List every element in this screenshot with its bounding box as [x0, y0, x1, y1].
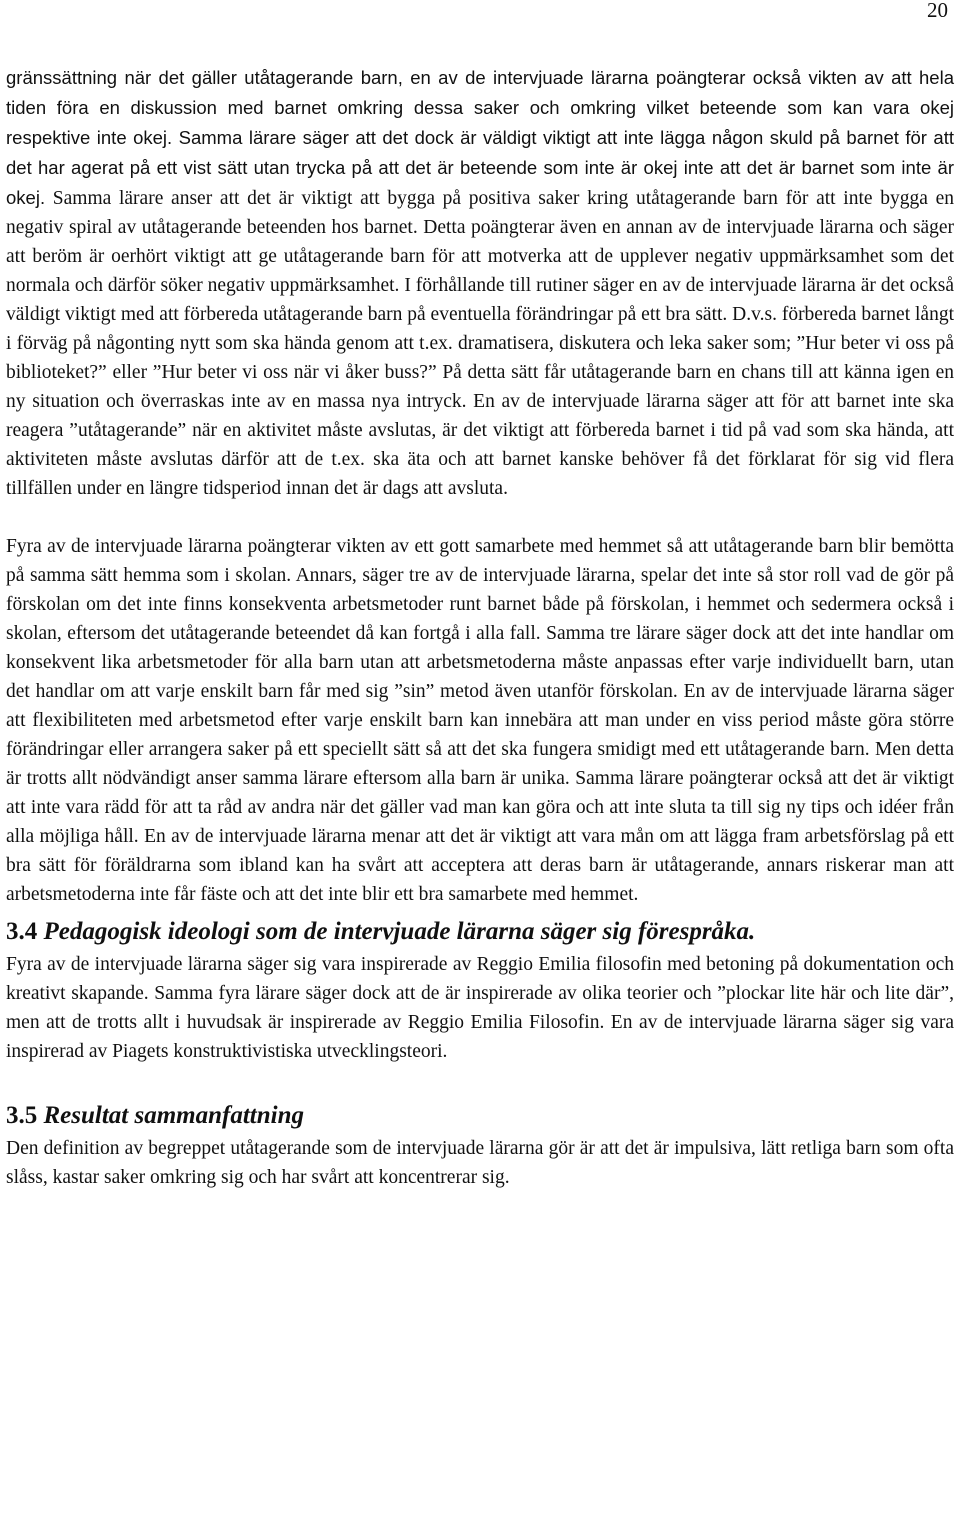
- section-title: Resultat sammanfattning: [43, 1102, 304, 1129]
- section-number: 3.5: [6, 1102, 38, 1129]
- paragraph-results-summary: Den definition av begreppet utåtagerande som de intervjuade lärarna gör är att det är impulsiva, lätt retliga barn som ofta slåss, kastar saker omkring sig och har svårt att koncentrerar sig.: [6, 1138, 954, 1188]
- section-title: Pedagogisk ideologi som de intervjuade lärarna säger sig förespråka.: [43, 918, 756, 945]
- section-number: 3.4: [6, 918, 38, 945]
- paragraph-limit-setting: [6, 63, 954, 503]
- page-number: 20: [927, 0, 948, 22]
- section-heading-3-5: [6, 1100, 954, 1132]
- paragraph-home-cooperation: Fyra av de intervjuade lärarna poängterar vikten av ett gott samarbete med hemmet så att utåtagerande barn blir bemötta på samma sätt hemma som i skolan. Annars, säger tre av de intervjuade lärarna, spelar det inte så stor roll vad de gör på förskolan om det inte finns konsekventa arbetsmetoder runt barnet både på förskolan, i hemmet och sedermera också i skolan, eftersom det utåtagerande beteendet då kan fortgå i alla fall. Samma tre lärare säger dock att det inte handlar om konsekvent lika arbetsmetoder för alla barn utan att arbetsmetoderna måste anpassas efter varje individuellt barn, utan det handlar om att varje enskilt barn får med sig ”sin” metod även utanför förskolan. En av de intervjuade lärarna säger att flexibiliteten med arbetsmetod efter varje enskilt barn kan innebära att man under en viss period måste göra större förändringar eller arrangera saker på ett speciellt sätt så att det ska fungera smidigt med ett utåtagerande barn. Men detta är trotts allt nödvändigt anser samma lärare eftersom alla barn är unika. Samma lärare poängterar också att det är viktigt att inte vara rädd för att ta råd av andra när det gäller vad man kan göra och att inte sluta ta till sig ny tips och idéer från alla möjliga håll. En av de intervjuade lärarna menar att det är viktigt att vara mån om att lägga fram arbetsförslag på ett bra sätt för föräldrarna som ibland kan ha svårt att acceptera att deras barn är utåtagerande, annars riskerar man att arbetsmetoderna inte får fäste och att det inte blir ett bra samarbete med hemmet.: [6, 536, 954, 905]
- paragraph-segment-sans: gränssättning när det gäller utåtagerande barn, en av de intervjuade lärarna poängterar också vikten av att hela tiden föra en diskussion med barnet omkring dessa saker och omkring vilket beteende som kan vara okej respektive inte okej. Samma lärare säger att det dock är väldigt viktigt att inte lägga någon skuld på barnet för att det har agerat på ett vist sätt utan trycka på att det är beteende som inte är okej inte att det är barnet som inte är okej.: [6, 67, 954, 208]
- section-heading-3-4: [6, 916, 954, 948]
- document-body: [6, 63, 954, 1192]
- paragraph-pedagogical-ideology: Fyra av de intervjuade lärarna säger sig vara inspirerade av Reggio Emilia filosofin med betoning på dokumentation och kreativt skapande. Samma fyra lärare säger dock att de är inspirerade av olika teorier och ”plockar lite här och lite där”, men att de trotts allt i huvudsak är inspirerade av Reggio Emilia Filosofin. En av de intervjuade lärarna säger sig vara inspirerad av Piagets konstruktivistiska utvecklingsteori.: [6, 954, 954, 1062]
- paragraph-segment-serif: Samma lärare anser att det är viktigt att bygga på positiva saker kring utåtagerande barn för att inte bygga en negativ spiral av utåtagerande beteenden hos barnet. Detta poängterar även en annan av de intervjuade lärarna och säger att beröm är oerhört viktigt att ge utåtagerande barn för att motverka att de upplever negativ uppmärksamhet som det normala och därför söker negativ uppmärksamhet. I förhållande till rutiner säger en av de intervjuade lärarna är det också väldigt viktigt med att förbereda utåtagerande barn på eventuella förändringar på ett bra sätt. D.v.s. förbereda barnet långt i förväg på någonting nytt som ska hända genom att t.ex. dramatisera, diskutera och leka saker som; ”Hur beter vi oss på biblioteket?” eller ”Hur beter vi oss när vi åker buss?” På detta sätt får utåtagerande barn en chans till att känna igen en ny situation och överraskas inte av en massa nya intryck. En av de intervjuade lärarna säger att för att barnet inte ska reagera ”utåtagerande” när en aktivitet måste avslutas, är det viktigt att förbereda barnet i tid på vad som ska hända, att aktiviteten måste avslutas därför att de t.ex. ska äta och att barnet kanske behöver få det förklarat för sig vid flera tillfällen under en längre tidsperiod innan det är dags att avsluta.: [6, 188, 954, 499]
